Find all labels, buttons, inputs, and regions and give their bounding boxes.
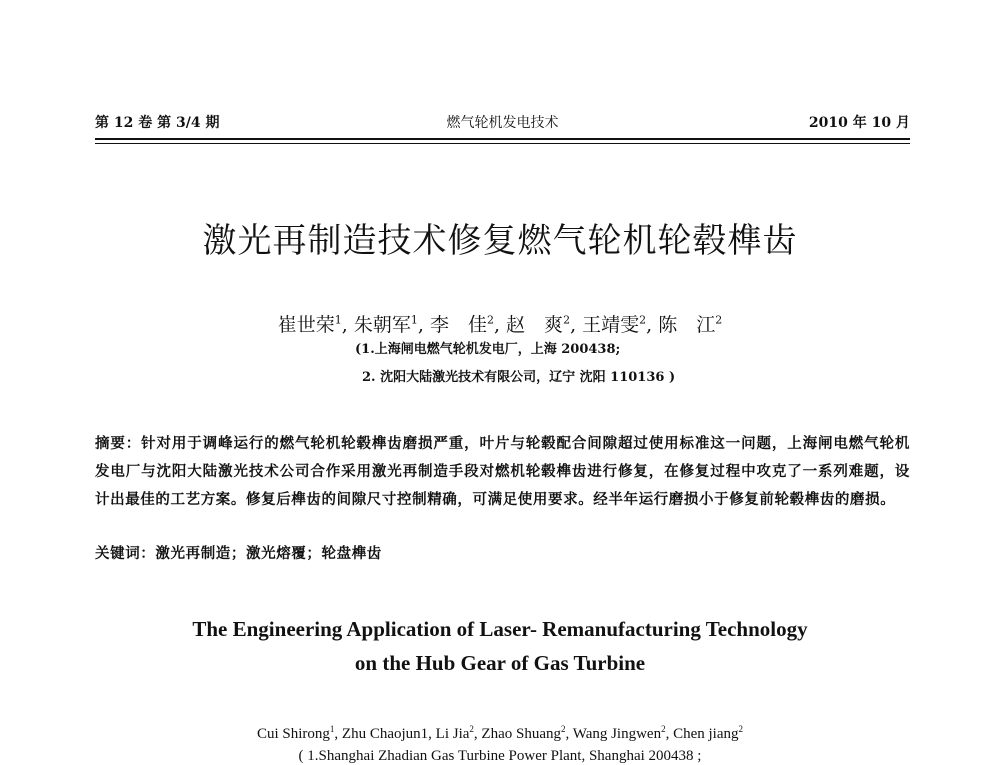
author: 赵 爽 [506,314,564,336]
header-rule-thick [95,138,910,140]
english-title-line-1: The Engineering Application of Laser- Remanufacturing Technology [192,617,808,641]
english-author: Chen jiang [673,726,739,742]
abstract-text: 针对用于调峰运行的燃气轮机轮毂榫齿磨损严重，叶片与轮毂配合间隙超过使用标准这一问题，上海闸电燃气轮机发电厂与沈阳大陆激光技术公司合作采用激光再制造手段对燃机轮毂榫齿进行修复，在修复过程中攻克了一系列难题，设计出最佳的工艺方案。修复后榫齿的间隙尺寸控制精确，可满足使用要求。经半年运行磨损小于修复前轮毂榫齿的磨损。 [95,435,910,508]
english-author: Wang Jingwen [572,726,662,742]
abstract [95,430,910,514]
author-affil-mark: 2 [715,313,723,327]
volume-issue: 第 12 卷 第 3/4 期 [95,115,220,131]
english-author: Zhu Chaojun1 [341,726,429,742]
author-affil-mark: 2 [639,313,647,327]
english-author-list: Cui Shirong$^1$, Zhu Chaojun1, Li Jia$^2$, Zhao Shuang$^2$, Wang Jingwen$^2$, Chen jiang$^2$ [256,724,743,742]
keywords-text: 激光再制造；激光熔覆；轮盘榫齿 [155,545,382,562]
english-author: Cui Shirong [256,726,330,742]
affiliation-2: 2. 沈阳大陆激光技术有限公司，辽宁 沈阳 110136 ) [362,370,676,385]
author: 崔世荣 [277,314,335,336]
english-title [0,612,1000,680]
keywords-label: 关键词： [95,546,156,562]
journal-name: 燃气轮机发电技术 [446,115,559,131]
author-affil-mark: 1 [334,313,342,327]
paper-title: 激光再制造技术修复燃气轮机轮毂榫齿 [202,221,798,261]
english-author-affil-mark: 2 [738,724,743,734]
abstract-label: 摘要： [95,436,142,452]
affiliation-1: (1.上海闸电燃气轮机发电厂，上海 200438; [355,342,621,357]
author: 陈 江 [658,314,716,336]
english-author-affil-mark: 1 [329,724,335,734]
author-affil-mark: 1 [410,313,418,327]
publication-date: 2010 年 10 月 [808,115,910,131]
english-author: Li Jia [435,726,470,742]
author-affil-mark: 2 [486,313,494,327]
running-header [95,110,910,134]
author-affil-mark: 2 [563,313,571,327]
author: 朱朝军 [353,314,411,336]
author-list: 崔世荣$^1$, 朱朝军$^1$, 李 佳$^2$, 赵 爽$^2$, 王靖雯$^2$, 陈 江$^2$ [277,313,723,336]
english-author-affil-mark: 2 [561,724,566,734]
english-author-affil-mark: 2 [469,724,474,734]
keywords [95,542,910,563]
header-rule-thin [95,143,910,144]
author: 王靖雯 [582,314,640,336]
english-author: Zhao Shuang [481,726,561,742]
english-title-line-2: on the Hub Gear of Gas Turbine [354,651,646,675]
author: 李 佳 [429,314,487,336]
english-affiliation-1: ( 1.Shanghai Zhadian Gas Turbine Power Plant, Shanghai 200438 ; [298,748,702,764]
english-author-affil-mark: 2 [661,724,666,734]
